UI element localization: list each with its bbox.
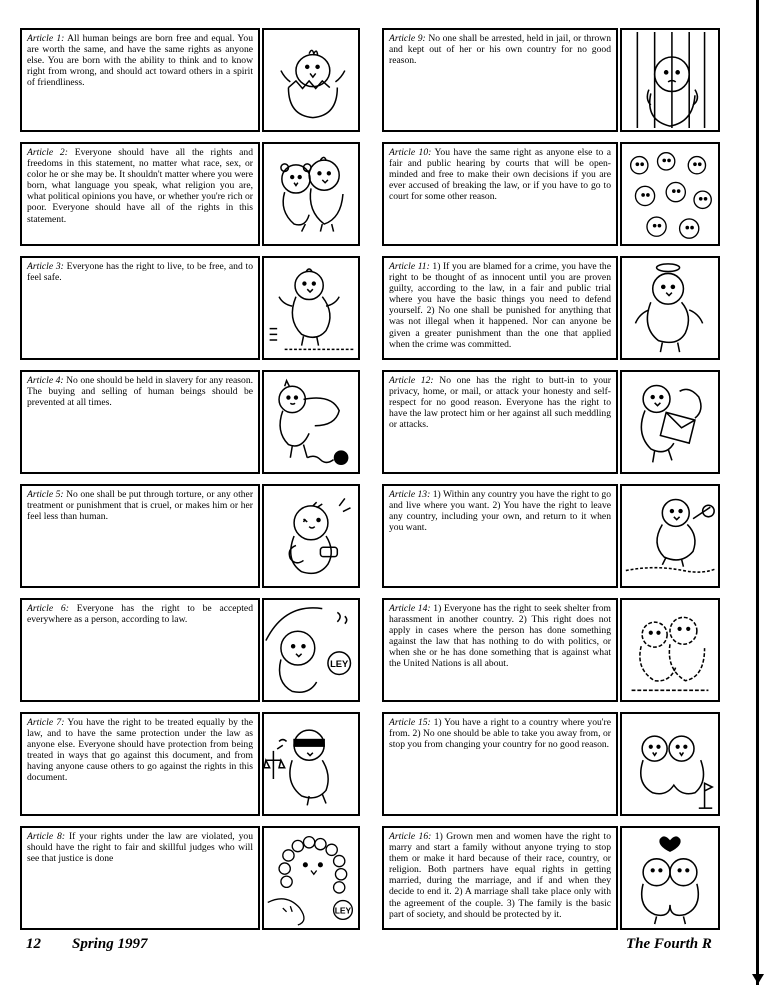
article-text-2 bbox=[20, 142, 260, 246]
illustration-two-chicks bbox=[262, 142, 360, 246]
article-body: You have the right to be treated equally by the law, and to have the same protection under the law as anyone else. Everyone should have protection from being treated in ways that go against this document, and from having anyone cause others to go against the rights in this document. bbox=[27, 717, 254, 784]
article-body: 1) Within any country you have the right to go and live where you want. 2) You have the right to leave any country, including your own, and return to it when you want. bbox=[389, 489, 611, 534]
article-label: Article 7: bbox=[27, 717, 65, 728]
article-label: Article 5: bbox=[27, 489, 64, 500]
article-text-3 bbox=[20, 256, 260, 360]
article-label: Article 12: bbox=[389, 375, 434, 386]
article-body: No one has the right to butt-in to your privacy, home, or mail, or attack your honesty and self-respect for no good reason. Everyone has the right to have the law protect him or her against all such meddling or attacks. bbox=[389, 375, 611, 431]
article-label: Article 8: bbox=[27, 831, 66, 842]
article-text-7 bbox=[20, 712, 260, 816]
illustration-chick-couple-with-heart bbox=[620, 826, 720, 930]
article-label: Article 9: bbox=[389, 33, 426, 44]
article-label: Article 3: bbox=[27, 261, 64, 272]
article-text-1 bbox=[20, 28, 260, 132]
illustration-chick-with-law-sign bbox=[262, 598, 360, 702]
illustration-two-chicks-with-flag bbox=[620, 712, 720, 816]
article-body: You have the same right as anyone else to a fair and public hearing by courts that will be open-minded and free to make their own decisions if you are ever accused of breaking the law, or if you have to go to court for some other reason. bbox=[389, 147, 611, 203]
article-text-6 bbox=[20, 598, 260, 702]
article-text-4 bbox=[20, 370, 260, 474]
article-body: No one shall be put through torture, or any other treatment or punishment that is cruel, or makes him or her feel less than human. bbox=[27, 489, 254, 523]
article-body: 1) Grown men and women have the right to marry and start a family without anyone trying to stop them or make it hard because of their race, country, or religion. Both partners have equal rights in getting married, during the marriage, and if and when they decide to end it. 2) A marriage shall take place only with the agreement of the couple. 3) The family is the basic part of society, and should be protected by it. bbox=[389, 831, 611, 920]
article-text-5 bbox=[20, 484, 260, 588]
article-text-10 bbox=[382, 142, 618, 246]
article-body: Everyone has the right to live, to be free, and to feel safe. bbox=[27, 261, 253, 284]
illustration-chick-with-halo bbox=[620, 256, 720, 360]
article-body: 1) Everyone has the right to seek shelter from harassment in another country. 2) This right does not apply in cases where the person has done something against the law that has nothing to do with politics, or when she or he has done something that is against what the United Nations is all about. bbox=[389, 603, 611, 670]
footer-issue: Spring 1997 bbox=[72, 936, 148, 952]
illustration-chick-behind-bars bbox=[620, 28, 720, 132]
article-body: No one shall be arrested, held in jail, or thrown and kept out of her or his own country for no good reason. bbox=[389, 33, 612, 67]
article-text-13 bbox=[382, 484, 618, 588]
article-label: Article 10: bbox=[389, 147, 432, 158]
article-label: Article 14: bbox=[389, 603, 431, 614]
article-body: 1) If you are blamed for a crime, you have the right to be thought of as innocent until you are proven guilty, according to the law, in a fair and public trial where you have the basic things you need to defend yourself. 2) No one shall be punished for anything that was not illegal when it happened. Nor can anyone be given a greater punishment than the one that applied when the crime was committed. bbox=[389, 261, 611, 350]
article-body: No one should be held in slavery for any reason. The buying and selling of human beings should be prevented at all times. bbox=[27, 375, 254, 409]
illustration-judge-chick-with-wig bbox=[262, 826, 360, 930]
article-label: Article 6: bbox=[27, 603, 69, 614]
law-sign-text: LEY bbox=[334, 905, 352, 916]
illustration-two-chicks-sheltering bbox=[620, 598, 720, 702]
article-text-9 bbox=[382, 28, 618, 132]
article-label: Article 13: bbox=[389, 489, 431, 500]
article-label: Article 4: bbox=[27, 375, 64, 386]
illustration-chick-standing bbox=[262, 256, 360, 360]
right-margin-rule bbox=[756, 0, 759, 985]
article-text-8 bbox=[20, 826, 260, 930]
footer-publication: The Fourth R bbox=[626, 936, 712, 952]
article-body: Everyone should have all the rights and freedoms in this statement, no matter what race, sex, or color he or she may be. It shouldn't matter where you were born, what language you speak, what religion you are, what political opinions you have, or whether you're rich or poor. Everyone should have all of the rights in this statement. bbox=[27, 147, 253, 225]
article-text-11 bbox=[382, 256, 618, 360]
article-text-16 bbox=[382, 826, 618, 930]
illustration-group-of-chicks bbox=[620, 142, 720, 246]
article-body: If your rights under the law are violated, you should have the right to fair and skillful judges who will see that justice is done bbox=[27, 831, 254, 865]
article-label: Article 16: bbox=[389, 831, 432, 842]
illustration-chick-traveling bbox=[620, 484, 720, 588]
article-text-12 bbox=[382, 370, 618, 474]
footer-page-number: 12 bbox=[26, 936, 41, 952]
article-text-15 bbox=[382, 712, 618, 816]
article-body: All human beings are born free and equal. You are worth the same, and have the same rights as anyone else. You are born with the ability to think and to know right from wrong, and should act toward others in a spirit of friendliness. bbox=[27, 33, 253, 89]
illustration-chick-reading-letter bbox=[620, 370, 720, 474]
article-label: Article 1: bbox=[27, 33, 65, 44]
illustration-chick-bandaged bbox=[262, 484, 360, 588]
article-body: Everyone has the right to be accepted everywhere as a person, according to law. bbox=[27, 603, 253, 626]
illustration-blindfolded-chick-with-scales bbox=[262, 712, 360, 816]
illustration-chick-ball-and-chain bbox=[262, 370, 360, 474]
article-label: Article 11: bbox=[389, 261, 430, 272]
scroll-down-arrow-icon bbox=[752, 974, 764, 984]
article-label: Article 2: bbox=[27, 147, 68, 158]
law-sign-text: LEY bbox=[330, 657, 349, 669]
article-text-14 bbox=[382, 598, 618, 702]
illustration-chick-hatching bbox=[262, 28, 360, 132]
article-label: Article 15: bbox=[389, 717, 431, 728]
article-body: 1) You have a right to a country where you're from. 2) No one should be able to take you away from, or stop you from changing your country for no good reason. bbox=[389, 717, 611, 751]
